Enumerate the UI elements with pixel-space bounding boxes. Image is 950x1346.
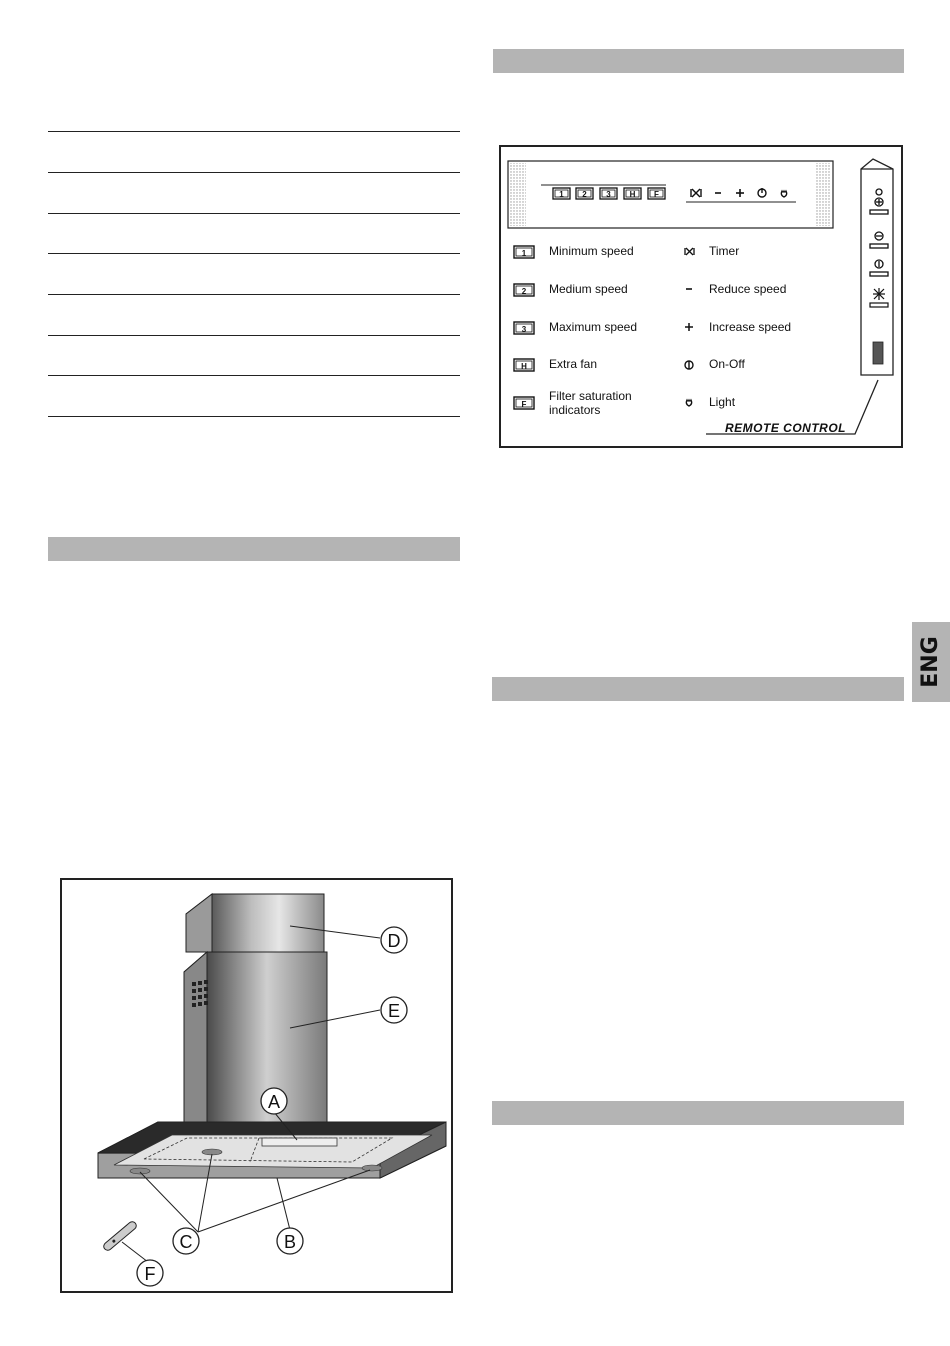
callout-d [381, 927, 407, 953]
legend-reduce-speed: Reduce speed [709, 282, 787, 296]
hood-figure [60, 878, 453, 1293]
light-spot [130, 1168, 150, 1174]
section-bar [493, 49, 904, 73]
callout-f [137, 1260, 163, 1286]
language-tab [912, 622, 950, 702]
legend-filter-saturation: Filter saturation indicators [549, 389, 632, 417]
legend-light: Light [709, 395, 736, 409]
table-rule [48, 131, 460, 132]
legend-extra-fan: Extra fan [549, 357, 598, 371]
table-rule [48, 375, 460, 376]
table-rule [48, 416, 460, 417]
callout-a-label: A [267, 1092, 281, 1112]
display-key-glyph: F [654, 190, 659, 199]
language-tab-label: ENG [918, 636, 943, 688]
callout-b-label: B [283, 1232, 297, 1252]
hood-drawing [62, 880, 451, 1291]
remote-logo [873, 342, 883, 364]
legend-key-glyph: 2 [521, 287, 527, 296]
legend-maximum-speed: Maximum speed [549, 320, 638, 334]
control-panel-strip [262, 1138, 337, 1146]
table-rule [48, 294, 460, 295]
panel-end-right [815, 163, 831, 226]
legend-key-glyph: F [521, 400, 527, 409]
legend-key-glyph: 3 [521, 325, 527, 334]
display-key-glyph: 3 [606, 190, 611, 199]
remote-control-label: REMOTE CONTROL [725, 421, 846, 435]
legend-timer-icon [685, 248, 694, 255]
legend-timer: Timer [709, 244, 740, 258]
table-rule [48, 253, 460, 254]
section-bar [48, 537, 460, 561]
legend-increase-speed: Increase speed [709, 320, 792, 334]
lower-chimney [184, 952, 327, 1137]
hood-canopy [98, 1122, 446, 1178]
legend-minimum-speed: Minimum speed [549, 244, 634, 258]
control-panel-diagram [499, 145, 903, 448]
callout-e-label: E [387, 1001, 401, 1021]
light-spot [362, 1165, 382, 1171]
callout-c-label: C [179, 1232, 193, 1252]
display-key-glyph: H [629, 190, 636, 199]
callout-b [277, 1228, 303, 1254]
panel-end-left [510, 163, 526, 226]
legend-power-icon [685, 361, 693, 369]
callout-f-label: F [144, 1264, 156, 1284]
table-rule [48, 172, 460, 173]
legend-light-icon [686, 400, 691, 406]
upper-chimney [186, 894, 324, 952]
callout-d-label: D [387, 931, 401, 951]
legend-medium-speed: Medium speed [549, 282, 628, 296]
remote-control-part [102, 1220, 138, 1252]
callout-c [173, 1228, 199, 1254]
display-key-glyph: 1 [559, 190, 564, 199]
display-key-glyph: 2 [582, 190, 587, 199]
section-bar [492, 1101, 904, 1125]
table-rule [48, 213, 460, 214]
table-rule [48, 335, 460, 336]
legend-plus-icon [685, 323, 693, 331]
section-bar [492, 677, 904, 701]
legend-key-glyph: 1 [521, 249, 527, 258]
legend-key-glyph: H [521, 362, 527, 371]
callout-e [381, 997, 407, 1023]
callout-a [261, 1088, 287, 1114]
legend-on-off: On-Off [709, 357, 745, 371]
